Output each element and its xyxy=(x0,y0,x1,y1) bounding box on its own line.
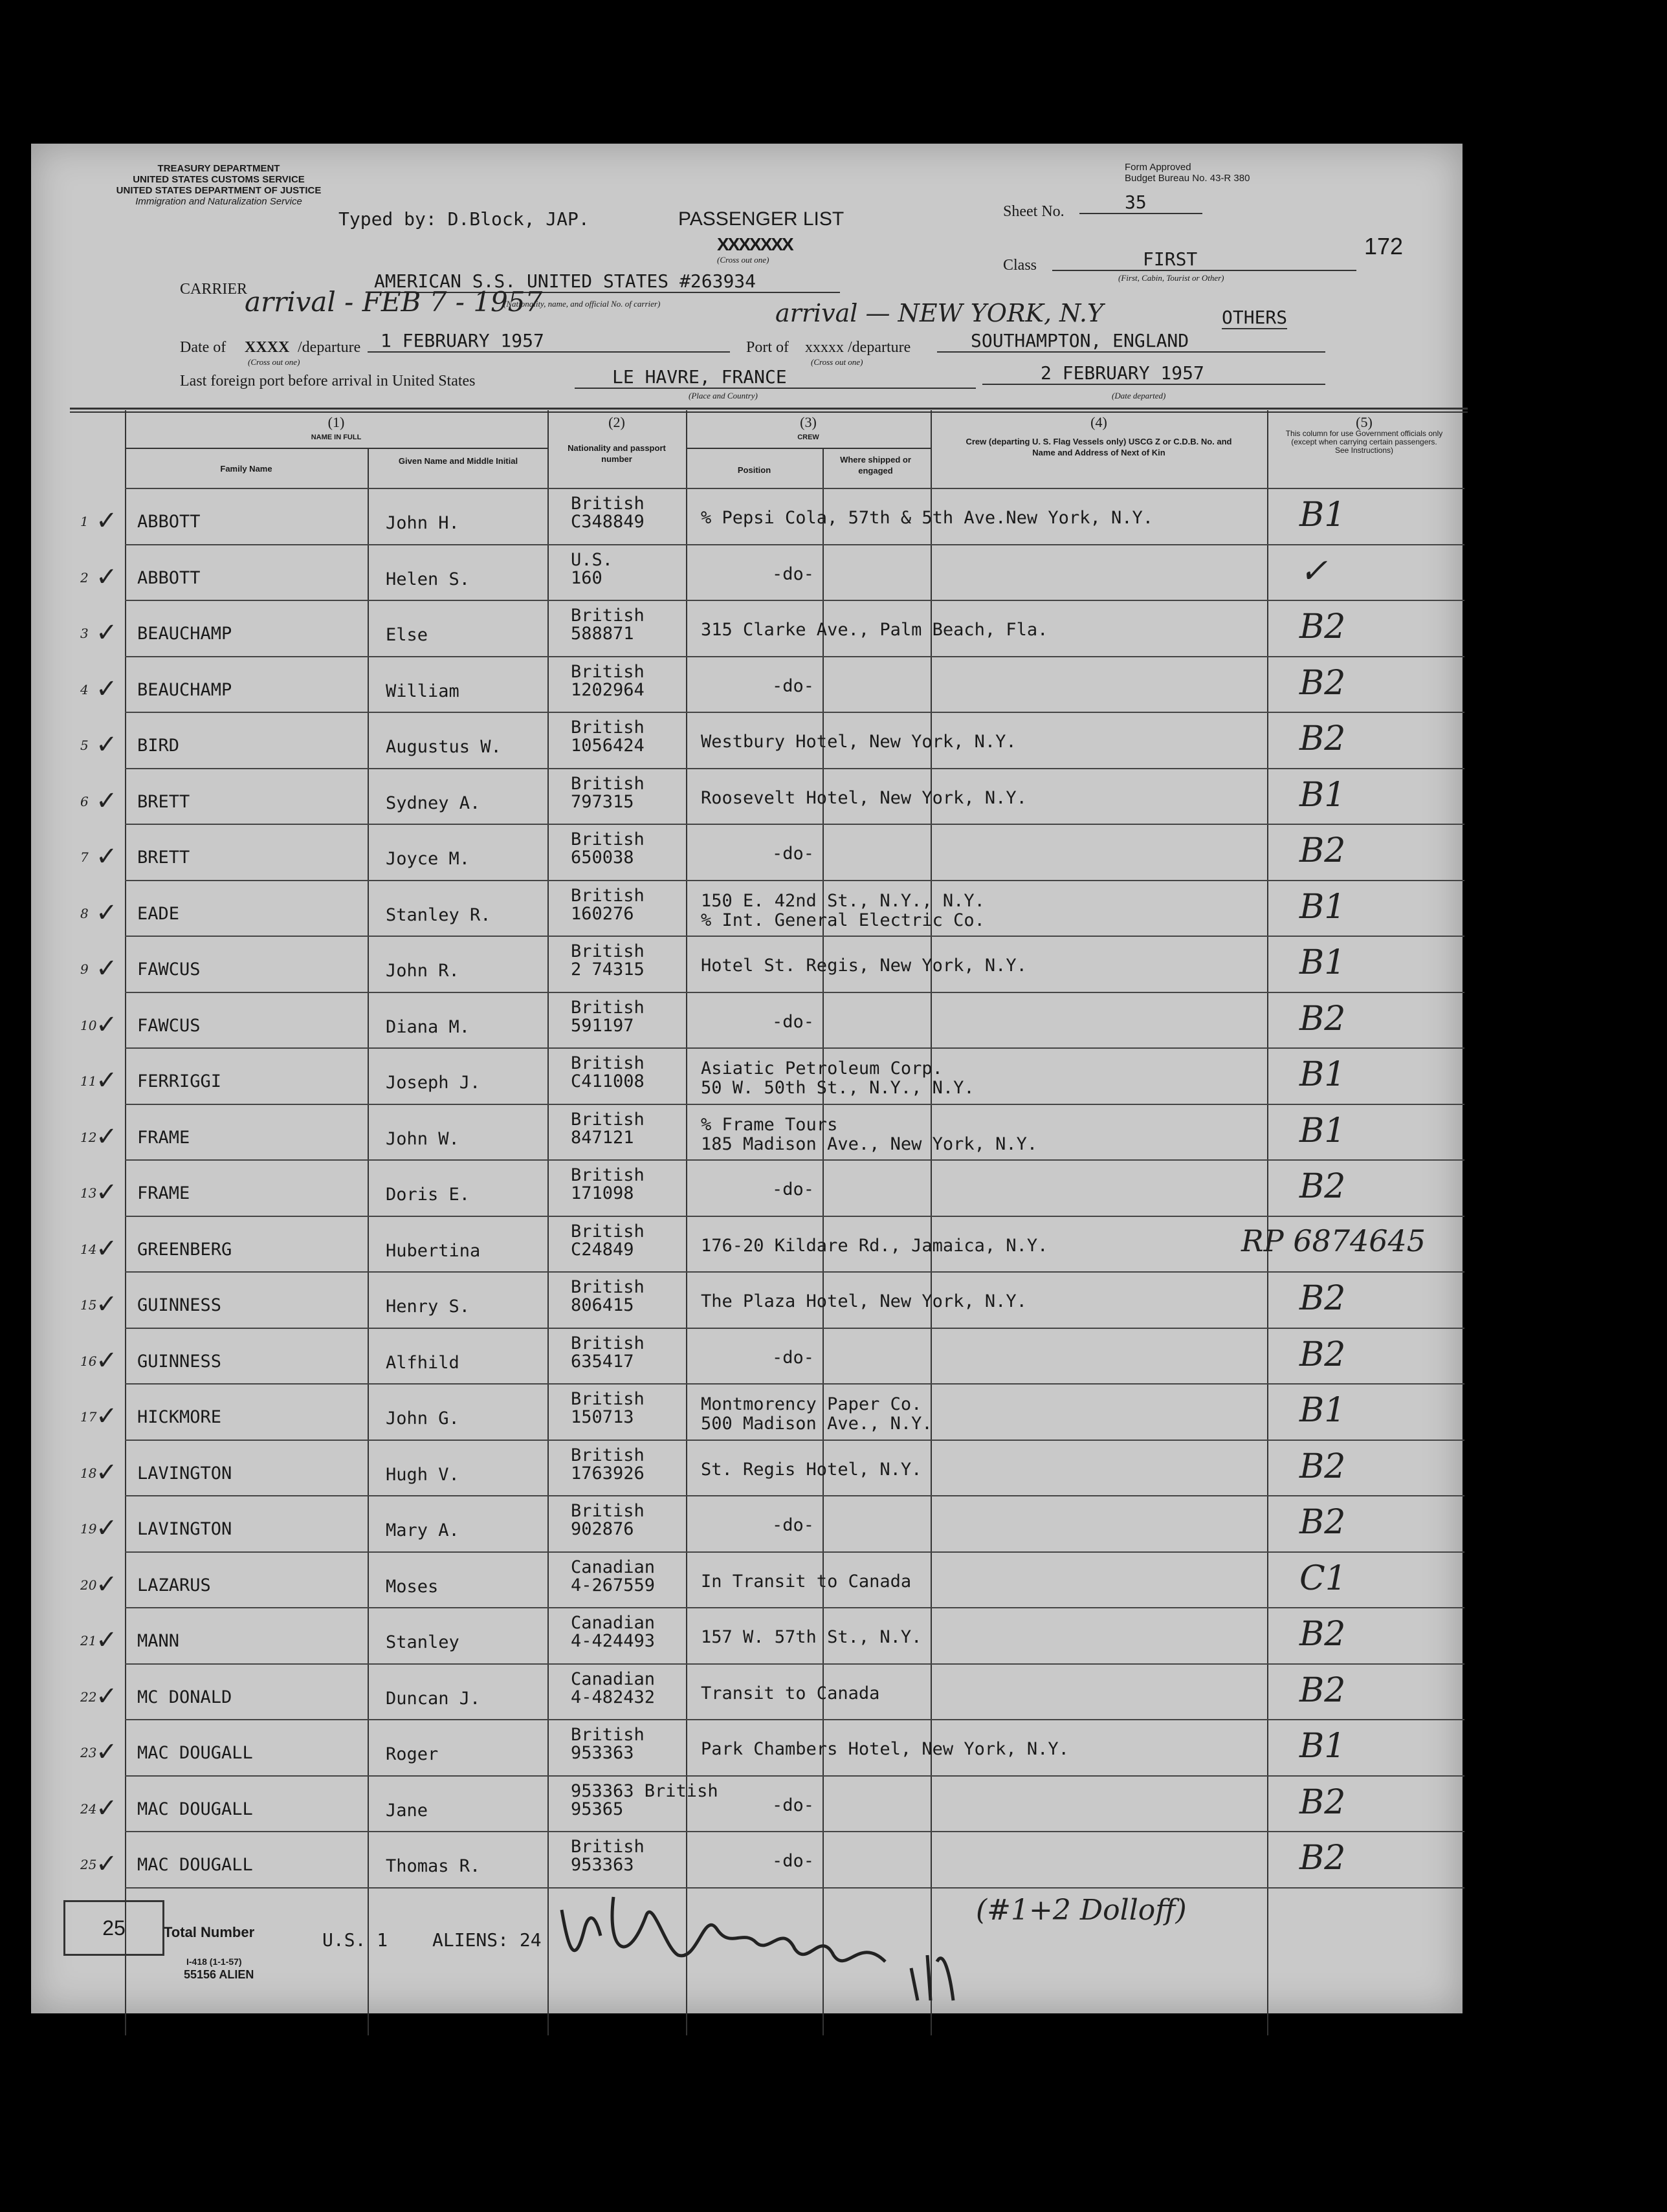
check-icon: ✓ xyxy=(96,954,118,983)
row-number: 20 xyxy=(80,1577,97,1593)
nationality: Canadian xyxy=(571,1669,656,1689)
admission-code: B2 xyxy=(1299,1447,1346,1486)
address-line: The Plaza Hotel, New York, N.Y. xyxy=(701,1291,1027,1311)
col1-number: (1) xyxy=(327,414,345,430)
admission-code: ✓ xyxy=(1299,551,1328,591)
check-icon: ✓ xyxy=(96,1513,118,1543)
check-icon: ✓ xyxy=(96,1793,118,1823)
admission-code: B2 xyxy=(1299,831,1346,870)
admission-code: B1 xyxy=(1299,1727,1346,1766)
nationality: British xyxy=(571,494,645,514)
given-name: John H. xyxy=(386,513,459,533)
passport-number: 2 74315 xyxy=(571,959,645,980)
address-line: 50 W. 50th St., N.Y., N.Y. xyxy=(701,1078,975,1098)
check-icon: ✓ xyxy=(96,785,118,816)
nationality: British xyxy=(571,1277,645,1297)
family-name: ABBOTT xyxy=(137,512,201,532)
row-rule xyxy=(125,1495,1464,1496)
signature-note: (#1+2 Dolloff) xyxy=(976,1894,1187,1927)
row-number: 16 xyxy=(80,1353,97,1369)
check-icon: ✓ xyxy=(96,1233,118,1264)
check-icon: ✓ xyxy=(96,1121,118,1152)
total-label: Total Number xyxy=(164,1924,255,1940)
col2-number: (2) xyxy=(608,414,625,430)
row-number: 14 xyxy=(80,1241,97,1257)
row-rule xyxy=(125,1607,1464,1608)
given-name: Else xyxy=(386,625,428,645)
address-line: 150 E. 42nd St., N.Y., N.Y. xyxy=(701,890,985,911)
passport-number: C348849 xyxy=(571,512,645,532)
passport-number: 591197 xyxy=(571,1015,634,1036)
address-line: -do- xyxy=(772,844,815,864)
admission-code: B2 xyxy=(1299,663,1346,703)
last-port-note: (Place and Country) xyxy=(689,391,758,400)
given-name: Augustus W. xyxy=(386,737,502,757)
family-name: FRAME xyxy=(137,1183,190,1203)
agency-line: Immigration and Naturalization Service xyxy=(135,196,302,207)
family-name: GUINNESS xyxy=(137,1351,222,1372)
given-name: John R. xyxy=(386,961,459,981)
admission-code: C1 xyxy=(1299,1559,1347,1598)
row-rule xyxy=(125,1440,1464,1441)
address-line: -do- xyxy=(772,1179,815,1199)
agency-header xyxy=(96,163,342,207)
address-line: -do- xyxy=(772,1851,815,1871)
check-icon: ✓ xyxy=(96,618,118,648)
address-line: 500 Madison Ave., N.Y. xyxy=(701,1414,933,1434)
nationality: U.S. xyxy=(571,549,613,570)
row-rule xyxy=(125,544,1464,545)
check-icon: ✓ xyxy=(96,1009,118,1040)
date-value: 1 FEBRUARY 1957 xyxy=(368,330,730,353)
address-line: Montmorency Paper Co. xyxy=(701,1394,922,1414)
date-struck: XXXX xyxy=(245,339,290,356)
row-rule xyxy=(125,880,1464,881)
class-note: (First, Cabin, Tourist or Other) xyxy=(1118,273,1224,283)
passport-number: 160276 xyxy=(571,903,634,924)
nationality: British xyxy=(571,885,645,906)
family-name: FAWCUS xyxy=(137,1015,201,1036)
admission-code: B2 xyxy=(1299,1335,1346,1374)
passport-number: 1202964 xyxy=(571,679,645,700)
nationality: British xyxy=(571,1221,645,1242)
row-rule xyxy=(125,1383,1464,1385)
passport-number: 160 xyxy=(571,567,602,588)
admission-code: B2 xyxy=(1299,999,1346,1038)
col5-title: This column for use Government officials only (except when carrying certain passengers. See Instructions) xyxy=(1285,429,1443,455)
check-icon: ✓ xyxy=(96,842,118,871)
check-icon: ✓ xyxy=(96,897,118,928)
given-name: Henry S. xyxy=(386,1297,470,1317)
address-line: Hotel St. Regis, New York, N.Y. xyxy=(701,956,1027,976)
passport-number: 1763926 xyxy=(571,1463,645,1484)
budget-bureau: Budget Bureau No. 43-R 380 xyxy=(1125,173,1250,184)
port-value: SOUTHAMPTON, ENGLAND xyxy=(937,330,1325,353)
col3-number: (3) xyxy=(800,414,817,430)
row-number: 15 xyxy=(80,1297,97,1313)
date-handwritten: arrival - FEB 7 - 1957 xyxy=(245,286,543,318)
row-rule xyxy=(125,656,1464,657)
nationality: British xyxy=(571,1501,645,1521)
check-icon: ✓ xyxy=(96,1625,118,1655)
cross-out-note: (Cross out one) xyxy=(717,255,769,265)
class-label: Class xyxy=(1003,257,1037,274)
family-name: LAVINGTON xyxy=(137,1519,232,1539)
family-name: EADE xyxy=(137,903,180,924)
address-line: -do- xyxy=(772,675,815,696)
check-icon: ✓ xyxy=(96,1345,118,1375)
family-name: FERRIGGI xyxy=(137,1071,222,1091)
passport-number: 635417 xyxy=(571,1351,634,1372)
row-rule xyxy=(125,992,1464,993)
col-divider xyxy=(931,410,932,2035)
admission-code: B1 xyxy=(1299,887,1346,926)
given-name: Joyce M. xyxy=(386,849,470,869)
row-number: 11 xyxy=(80,1073,97,1089)
row-number: 21 xyxy=(80,1633,97,1648)
check-icon: ✓ xyxy=(96,1681,118,1711)
date-departed-note: (Date departed) xyxy=(1112,391,1166,400)
check-icon: ✓ xyxy=(96,1849,118,1879)
passport-number: 953363 xyxy=(571,1743,634,1763)
given-name: Stanley xyxy=(386,1632,459,1652)
page-number: 172 xyxy=(1364,233,1404,259)
total-count: 25 xyxy=(102,1916,126,1940)
given-name: Helen S. xyxy=(386,569,470,589)
col1-subrule xyxy=(125,448,547,449)
given-name: Stanley R. xyxy=(386,904,491,925)
row-number: 19 xyxy=(80,1521,97,1537)
address-line: -do- xyxy=(772,1011,815,1032)
row-number: 3 xyxy=(80,626,89,641)
address-line: -do- xyxy=(772,1515,815,1535)
passport-number: 588871 xyxy=(571,624,634,644)
check-icon: ✓ xyxy=(96,1737,118,1767)
col2-title: Nationality and passport number xyxy=(568,443,666,464)
passport-number: 150713 xyxy=(571,1407,634,1427)
given-name: Doris E. xyxy=(386,1185,470,1205)
form-approved: Form Approved xyxy=(1125,162,1191,173)
nationality: British xyxy=(571,1165,645,1185)
list-title: PASSENGER LIST xyxy=(678,208,845,230)
check-icon: ✓ xyxy=(96,1289,118,1319)
aliens-count: ALIENS: 24 xyxy=(432,1929,542,1951)
family-name: MANN xyxy=(137,1631,180,1651)
family-name: FAWCUS xyxy=(137,959,201,980)
admission-code: B1 xyxy=(1299,1111,1346,1150)
port-struck: xxxxx xyxy=(805,339,844,356)
row-number: 4 xyxy=(80,681,89,697)
col4-title: Crew (departing U. S. Flag Vessels only) USCG Z or C.D.B. No. and Name and Address of Next of Kin xyxy=(966,437,1232,457)
admission-code: B2 xyxy=(1299,1167,1346,1206)
row-number: 2 xyxy=(80,569,89,586)
passport-number: 847121 xyxy=(571,1127,634,1148)
given-name: Moses xyxy=(386,1576,439,1597)
given-name: Diana M. xyxy=(386,1016,470,1037)
row-rule xyxy=(125,1719,1464,1720)
family-name: BEAUCHAMP xyxy=(137,624,232,644)
family-name: MC DONALD xyxy=(137,1687,232,1707)
port-cross-note: (Cross out one) xyxy=(811,357,863,367)
given-name: Hugh V. xyxy=(386,1464,459,1485)
carrier-label: CARRIER xyxy=(180,281,248,298)
check-icon: ✓ xyxy=(96,1569,118,1599)
row-number: 6 xyxy=(80,793,89,809)
admission-code: B2 xyxy=(1299,1503,1346,1542)
given-header: Given Name and Middle Initial xyxy=(398,456,518,466)
row-rule xyxy=(125,1104,1464,1105)
row-number: 10 xyxy=(80,1017,97,1033)
address-line: Asiatic Petroleum Corp. xyxy=(701,1058,943,1079)
header-bottom-rule xyxy=(125,488,1464,489)
inspector-signature xyxy=(549,1871,1015,2013)
nationality: British xyxy=(571,661,645,682)
family-name: MAC DOUGALL xyxy=(137,1799,253,1819)
manifest-sheet xyxy=(31,144,1463,2013)
check-icon: ✓ xyxy=(96,1401,118,1431)
admission-code: B2 xyxy=(1299,1670,1346,1710)
address-line: 176-20 Kildare Rd., Jamaica, N.Y. xyxy=(701,1235,1048,1256)
check-icon: ✓ xyxy=(96,506,118,536)
col-divider xyxy=(547,410,549,2035)
given-name: Thomas R. xyxy=(386,1856,481,1876)
admission-code: B1 xyxy=(1299,775,1346,815)
family-header: Family Name xyxy=(220,464,272,474)
row-number: 1 xyxy=(80,514,89,529)
nationality: British xyxy=(571,1725,645,1745)
date-cross-note: (Cross out one) xyxy=(248,357,300,367)
address-line: % Pepsi Cola, 57th & 5th Ave.New York, N.Y. xyxy=(701,508,1153,528)
nationality: British xyxy=(571,606,645,626)
passport-number: 953363 xyxy=(571,1855,634,1875)
passport-number: 95365 xyxy=(571,1799,624,1819)
family-name: MAC DOUGALL xyxy=(137,1743,253,1763)
nationality: British xyxy=(571,1109,645,1130)
passport-number: 806415 xyxy=(571,1295,634,1315)
passport-number: 797315 xyxy=(571,791,634,812)
last-port-label: Last foreign port before arrival in United States xyxy=(180,373,476,389)
nationality: British xyxy=(571,1445,645,1465)
row-number: 22 xyxy=(80,1689,97,1705)
given-name: Hubertina xyxy=(386,1240,481,1261)
class-value: FIRST xyxy=(1052,248,1356,271)
address-line: Roosevelt Hotel, New York, N.Y. xyxy=(701,787,1027,808)
check-icon: ✓ xyxy=(96,730,118,760)
row-number: 8 xyxy=(80,905,89,921)
given-name: Jane xyxy=(386,1800,428,1821)
check-icon: ✓ xyxy=(96,1457,118,1487)
row-rule xyxy=(125,1831,1464,1832)
nationality: British xyxy=(571,773,645,794)
row-rule xyxy=(125,1159,1464,1161)
given-name: John W. xyxy=(386,1128,459,1149)
col1-title: NAME IN FULL xyxy=(311,433,362,441)
passport-number: 4-267559 xyxy=(571,1575,656,1595)
passport-number: 1056424 xyxy=(571,736,645,756)
port-departure-label: /departure xyxy=(848,339,911,356)
family-name: HICKMORE xyxy=(137,1407,222,1427)
col5-number: (5) xyxy=(1356,414,1373,430)
admission-code: RP 6874645 xyxy=(1241,1223,1426,1258)
given-name: John G. xyxy=(386,1408,459,1429)
row-number: 18 xyxy=(80,1465,97,1481)
table-top-rule xyxy=(70,408,1468,410)
given-name: Duncan J. xyxy=(386,1688,481,1709)
port-label: Port of xyxy=(746,339,789,356)
row-number: 17 xyxy=(80,1409,97,1425)
address-line: 157 W. 57th St., N.Y. xyxy=(701,1627,922,1647)
passport-number: 902876 xyxy=(571,1519,634,1539)
form-sub: 55156 ALIEN xyxy=(184,1968,254,1981)
typed-by: Typed by: D.Block, JAP. xyxy=(338,208,590,230)
total-box xyxy=(63,1900,164,1956)
admission-code: B2 xyxy=(1299,608,1346,646)
row-rule xyxy=(125,768,1464,769)
address-line: -do- xyxy=(772,564,815,584)
row-number: 23 xyxy=(80,1745,97,1760)
check-icon: ✓ xyxy=(96,562,118,592)
row-number: 5 xyxy=(80,738,89,753)
agency-line: UNITED STATES CUSTOMS SERVICE xyxy=(133,174,305,185)
agency-line: UNITED STATES DEPARTMENT OF JUSTICE xyxy=(116,185,322,196)
col4-number: (4) xyxy=(1090,414,1107,430)
admission-code: B2 xyxy=(1299,1279,1346,1318)
address-line: Park Chambers Hotel, New York, N.Y. xyxy=(701,1739,1069,1759)
check-icon: ✓ xyxy=(96,1066,118,1095)
row-rule xyxy=(125,1663,1464,1665)
family-name: BRETT xyxy=(137,848,190,868)
passport-number: C24849 xyxy=(571,1239,634,1260)
carrier-note: (Nationality, name, and official No. of carrier) xyxy=(503,299,661,309)
family-name: BRETT xyxy=(137,791,190,812)
nationality: Canadian xyxy=(571,1613,656,1633)
passport-number: C411008 xyxy=(571,1071,645,1091)
nationality: Canadian xyxy=(571,1557,656,1577)
row-rule xyxy=(125,1551,1464,1553)
row-number: 25 xyxy=(80,1857,97,1872)
nationality: 953363 British xyxy=(571,1780,718,1801)
row-rule xyxy=(125,1047,1464,1049)
address-line: % Int. General Electric Co. xyxy=(701,910,985,930)
col-divider xyxy=(368,448,369,2035)
given-name: Sydney A. xyxy=(386,793,481,813)
address-line: Westbury Hotel, New York, N.Y. xyxy=(701,732,1017,752)
table-top-rule-2 xyxy=(70,411,1468,413)
passport-number: 171098 xyxy=(571,1183,634,1203)
admission-code: B2 xyxy=(1299,1782,1346,1822)
given-name: Roger xyxy=(386,1744,439,1764)
family-name: BEAUCHAMP xyxy=(137,679,232,700)
date-departed-value: 2 FEBRUARY 1957 xyxy=(982,362,1325,385)
address-line: In Transit to Canada xyxy=(701,1571,912,1592)
nationality: British xyxy=(571,1053,645,1073)
given-name: Alfhild xyxy=(386,1352,459,1373)
sheet-number: 35 xyxy=(1079,192,1202,214)
row-number: 9 xyxy=(80,961,89,977)
nationality: British xyxy=(571,717,645,738)
address-line: -do- xyxy=(772,1795,815,1815)
family-name: ABBOTT xyxy=(137,567,201,588)
form-id: I-418 (1-1-57) xyxy=(186,1956,242,1967)
others-label: OTHERS xyxy=(1222,307,1288,328)
address-line: % Frame Tours xyxy=(701,1114,838,1135)
crew-struck: XXXXXXX xyxy=(717,234,793,254)
admission-code: B1 xyxy=(1299,1055,1346,1094)
given-name: Mary A. xyxy=(386,1520,459,1540)
address-line: 185 Madison Ave., New York, N.Y. xyxy=(701,1133,1038,1154)
nationality: British xyxy=(571,1837,645,1857)
position-header: Position xyxy=(737,465,771,475)
passport-number: 4-482432 xyxy=(571,1687,656,1707)
carrier-value: AMERICAN S.S. UNITED STATES #263934 xyxy=(374,270,840,293)
nationality: British xyxy=(571,1333,645,1353)
address-line: Transit to Canada xyxy=(701,1683,880,1703)
nationality: British xyxy=(571,941,645,961)
col3-subrule xyxy=(686,448,931,449)
row-rule xyxy=(125,824,1464,825)
address-line: 315 Clarke Ave., Palm Beach, Fla. xyxy=(701,620,1048,640)
row-rule xyxy=(125,712,1464,713)
port-handwritten: arrival — NEW YORK, N.Y xyxy=(775,299,1104,327)
family-name: LAVINGTON xyxy=(137,1463,232,1484)
us-count: U.S. 1 xyxy=(322,1929,388,1951)
address-line: St. Regis Hotel, N.Y. xyxy=(701,1459,922,1480)
admission-code: B2 xyxy=(1299,1839,1346,1878)
given-name: William xyxy=(386,681,459,701)
row-rule xyxy=(125,1775,1464,1777)
check-icon: ✓ xyxy=(96,1177,118,1207)
nationality: British xyxy=(571,997,645,1018)
family-name: FRAME xyxy=(137,1127,190,1148)
passport-number: 4-424493 xyxy=(571,1631,656,1651)
family-name: GUINNESS xyxy=(137,1295,222,1315)
family-name: GREENBERG xyxy=(137,1239,232,1260)
nationality: British xyxy=(571,829,645,849)
nationality: British xyxy=(571,1389,645,1409)
family-name: LAZARUS xyxy=(137,1575,211,1595)
passport-number: 650038 xyxy=(571,848,634,868)
check-icon: ✓ xyxy=(96,673,118,704)
family-name: MAC DOUGALL xyxy=(137,1855,253,1875)
row-number: 13 xyxy=(80,1185,97,1201)
row-rule xyxy=(125,1271,1464,1273)
admission-code: B2 xyxy=(1299,1615,1346,1654)
row-number: 24 xyxy=(80,1801,97,1817)
family-name: BIRD xyxy=(137,736,180,756)
date-label: Date of xyxy=(180,339,226,356)
admission-code: B1 xyxy=(1299,1391,1346,1430)
row-rule xyxy=(125,1216,1464,1217)
admission-code: B1 xyxy=(1299,943,1346,982)
col-divider xyxy=(125,410,126,2035)
address-line: -do- xyxy=(772,1347,815,1368)
given-name: Joseph J. xyxy=(386,1073,481,1093)
row-number: 12 xyxy=(80,1129,97,1145)
admission-code: B1 xyxy=(1299,496,1346,534)
admission-code: B2 xyxy=(1299,719,1346,758)
last-port-value: LE HAVRE, FRANCE xyxy=(575,366,976,389)
sheet-label: Sheet No. xyxy=(1003,203,1065,220)
row-number: 7 xyxy=(80,849,89,865)
row-rule xyxy=(125,936,1464,937)
row-rule xyxy=(125,1328,1464,1329)
agency-line: TREASURY DEPARTMENT xyxy=(157,163,280,174)
col3-title: CREW xyxy=(797,433,819,441)
row-rule xyxy=(125,600,1464,601)
where-header: Where shipped or engaged xyxy=(840,455,911,476)
date-departure-label: /departure xyxy=(298,339,361,356)
